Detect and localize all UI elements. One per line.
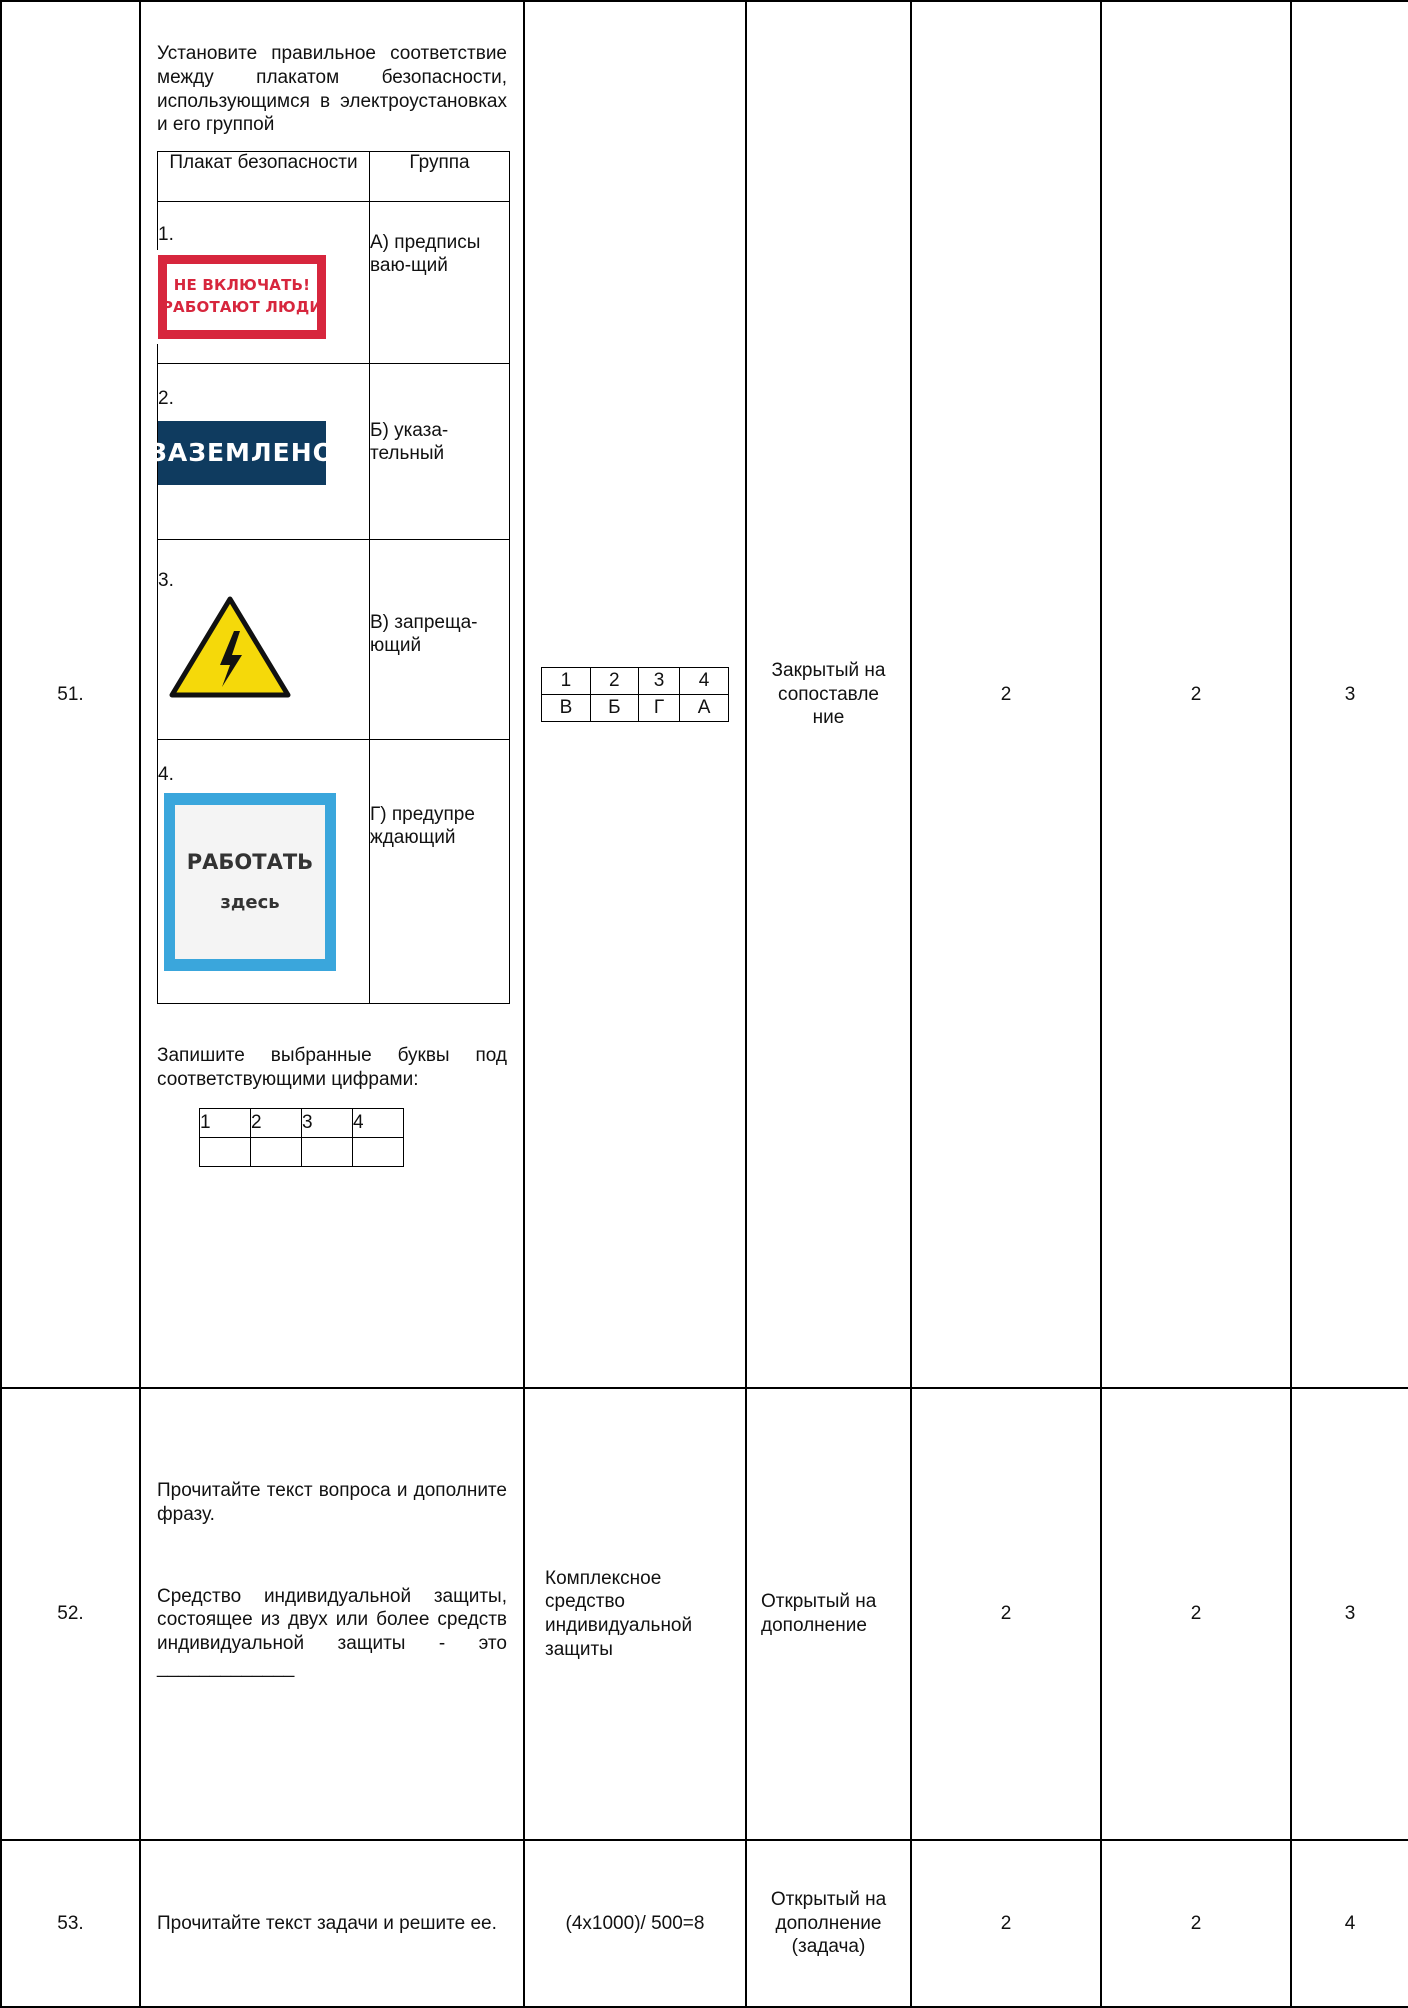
cell-col6: 2 [1101,1840,1291,2007]
question-row-51 [1,1,1408,1388]
question-type: Открытый на дополнение (задача) [746,1840,911,2007]
blank-answer-cell[interactable] [251,1137,302,1166]
answer-header: 1 [542,668,591,695]
answer-text: (4x1000)/ 500=8 [524,1840,746,2007]
poster-row-2 [158,364,510,540]
answer-value: В [542,695,591,722]
answer-grid [541,667,729,722]
cell-col6: 2 [1101,1,1291,1388]
group-label: В) запреща-ющий [370,540,510,740]
sign-grounded [149,421,335,485]
blank-header: 4 [353,1108,404,1137]
sign-text: НЕ ВКЛЮЧАТЬ! [173,276,311,295]
question-intro: Установите правильное соответствие между плакатом безопасности, использующимся в электроустановках и его группой [157,43,507,136]
group-label: Б) указа-тельный [370,364,510,540]
cell-col5: 2 [911,1840,1101,2007]
poster-table [149,151,510,1004]
question-text: Средство индивидуальной защиты, состоящее из двух или более средств индивидуальной защиты - это _____________ [157,1585,507,1678]
question-row-53 [1,1840,1408,2007]
poster-row-3 [158,540,510,740]
cell-col7: 3 [1291,1388,1408,1840]
blank-header: 2 [251,1108,302,1137]
poster-row-1 [158,202,510,364]
cell-col5: 2 [911,1388,1101,1840]
sign-work-here [164,793,336,971]
question-type: Закрытый на сопоставле ние [746,1,911,1388]
cell-col7: 4 [1291,1840,1408,2007]
blank-answer-cell[interactable] [302,1137,353,1166]
question-text: Прочитайте текст задачи и решите ее. [157,1912,497,1934]
poster-header: Плакат безопасности [158,152,370,202]
answer-text: Комплексное средство индивидуальной защиты [524,1388,746,1840]
poster-number: 1. [158,224,174,245]
question-row-52 [1,1388,1408,1840]
blank-header: 3 [302,1108,353,1137]
group-label: А) предписы ваю-щий [370,202,510,364]
cell-col6: 2 [1101,1388,1291,1840]
poster-number: 4. [158,764,174,785]
answer-header: 4 [680,668,729,695]
sign-text: РАБОТАЮТ ЛЮДИ [161,297,323,316]
sign-do-not-switch-on [158,255,326,339]
high-voltage-warning-icon [168,595,292,699]
blank-header: 1 [200,1108,251,1137]
group-label: Г) предупре ждающий [370,740,510,1004]
blank-answer-cell[interactable] [200,1137,251,1166]
sign-text: ЗАЗЕМЛЕНО [149,437,335,467]
cell-col7: 3 [1291,1,1408,1388]
question-cell [140,1,524,1388]
blank-answer-grid [199,1108,404,1167]
answer-value: Б [590,695,638,722]
answer-cell [524,1,746,1388]
poster-row-4 [158,740,510,1004]
cell-col5: 2 [911,1,1101,1388]
blank-answer-cell[interactable] [353,1137,404,1166]
answer-value: Г [638,695,679,722]
poster-number: 2. [158,388,174,409]
answer-header: 2 [590,668,638,695]
question-cell [140,1388,524,1840]
question-instruction: Запишите выбранные буквы под соответствующими цифрами: [157,1045,507,1090]
answer-value: А [680,695,729,722]
poster-number: 3. [158,570,174,591]
sign-text: РАБОТАТЬ [186,850,314,875]
question-number: 53. [1,1840,140,2007]
question-type: Открытый на дополнение [746,1388,911,1840]
sign-text: здесь [220,891,280,913]
question-cell [140,1840,524,2007]
question-number: 52. [1,1388,140,1840]
question-number: 51. [1,1,140,1388]
question-prompt: Прочитайте текст вопроса и дополните фразу. [157,1480,507,1525]
answer-header: 3 [638,668,679,695]
group-header: Группа [370,152,510,202]
